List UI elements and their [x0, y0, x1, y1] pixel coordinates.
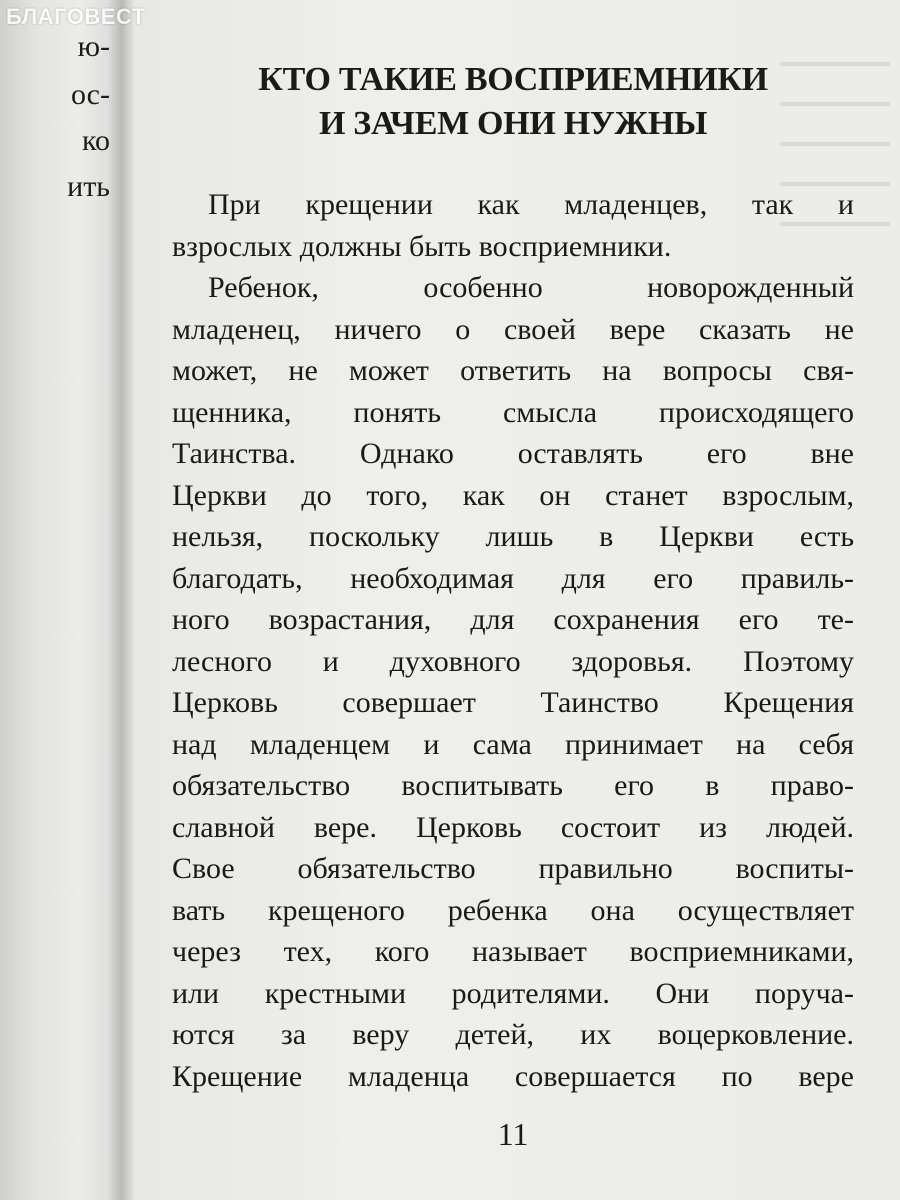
left-page-fragment: ю-	[77, 30, 110, 63]
text-line: нельзя, поскольку лишь в Церкви есть	[172, 520, 854, 553]
text-line: обязательство воспитывать его в право-	[172, 769, 854, 802]
text-line: лесного и духовного здоровья. Поэтому	[172, 644, 854, 678]
text-line: младенец, ничего о своей вере сказать не	[172, 312, 854, 346]
text-line: ного возрастания, для сохранения его те-	[172, 603, 854, 636]
text-line: Церкви до того, как он станет взрослым,	[172, 478, 854, 512]
text-line: может, не может ответить на вопросы свя-	[172, 354, 854, 387]
text-line: вать крещеного ребенка она осуществляет	[172, 893, 854, 927]
left-page-edge	[0, 0, 118, 1200]
text-line: славной вере. Церковь состоит из людей.	[172, 810, 854, 844]
right-page	[172, 48, 854, 1168]
body-text	[172, 184, 854, 1097]
text-line: над младенцем и сама принимает на себя	[172, 727, 854, 761]
text-line: Ребенок, особенно новорожденный	[208, 271, 854, 304]
left-page-fragment: ос-	[70, 78, 110, 111]
text-line: Церковь совершает Таинство Крещения	[172, 686, 854, 719]
watermark-logo: БЛАГОВЕСТ	[6, 4, 146, 29]
chapter-title	[172, 58, 854, 146]
text-line: или крестными родителями. Они поруча-	[172, 976, 854, 1010]
text-line: При крещении как младенцев, так и	[208, 188, 854, 221]
chapter-title-line-2: И ЗАЧЕМ ОНИ НУЖНЫ	[318, 105, 708, 142]
left-page-fragment: ко	[81, 124, 110, 157]
text-line: благодать, необходимая для его правиль-	[172, 561, 854, 595]
text-line: через тех, кого называет восприемниками,	[172, 935, 854, 968]
text-line: щенника, понять смысла происходящего	[172, 395, 854, 429]
chapter-title-line-1: КТО ТАКИЕ ВОСПРИЕМНИКИ	[258, 61, 768, 98]
left-page-fragment: ить	[67, 170, 110, 203]
text-line: взрослых должны быть восприемники.	[172, 229, 672, 263]
text-line: Свое обязательство правильно воспиты-	[172, 852, 854, 885]
text-line: Крещение младенца совершается по вере	[172, 1059, 854, 1093]
text-line: ются за веру детей, их воцерковление.	[172, 1018, 854, 1051]
page-number: 11	[497, 1116, 529, 1152]
text-line: Таинства. Однако оставлять его вне	[172, 437, 854, 470]
